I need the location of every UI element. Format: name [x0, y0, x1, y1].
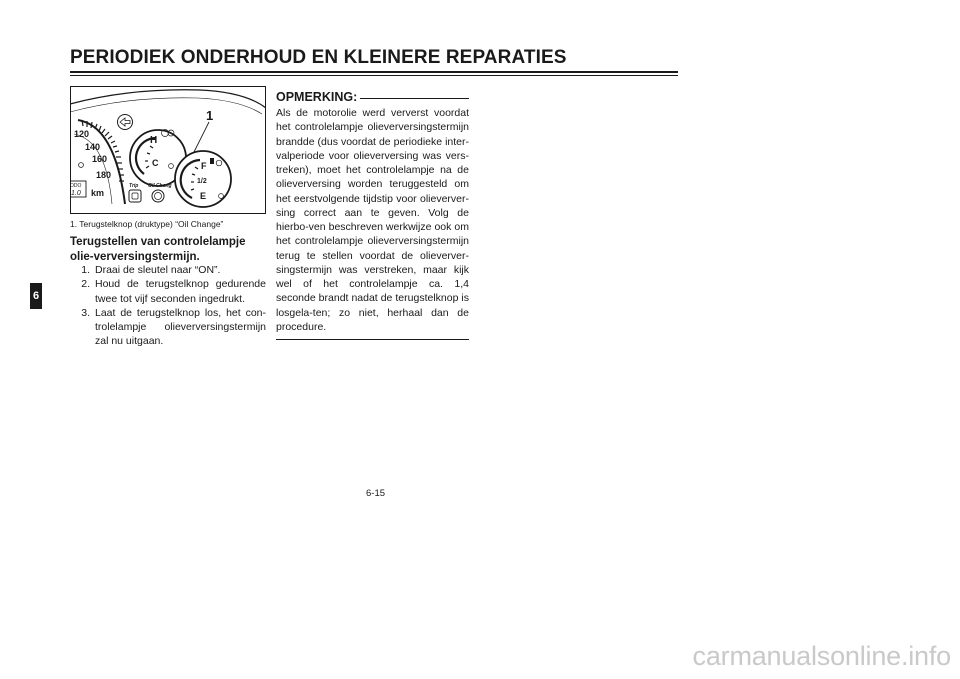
step-text: Laat de terugstelknop los, het con-trolelampje olieverversingstermijn zal nu uitgaan.: [95, 306, 266, 348]
unit-label: km: [91, 188, 105, 198]
speed-label-180: 180: [96, 170, 112, 180]
fuel-pump-icon: [210, 158, 214, 164]
speed-label-160: 160: [92, 154, 108, 164]
step-number: 1.: [81, 264, 90, 276]
temp-cold-label: C: [152, 158, 159, 168]
title-rule: [70, 71, 678, 73]
note-text: Als de motorolie werd ververst voordat het controlelampje olieverversingstermijn brandde (dus voordat de periodieke inter-valperiode voor olieverversing was vers-treken), moet het controlelampje na de olieverversing worden teruggesteld om het eerstvolgende tijdstip voor olieverver-sing correct aan te geven. Volg de hierbo-ven beschreven werkwijze ook om het controlelampje olieverversingstermijn terug te stellen voordat de olieverver-singstermijn was verstreken, maar kijk wel of het controlelampje ca. 1,4 seconde brandt nadat de terugstelknop is losgela-ten; zo niet, herhaal dan de procedure.: [276, 107, 469, 333]
speed-label-120: 120: [74, 129, 90, 139]
odometer-value: 1.0: [71, 190, 81, 197]
note-bottom-rule: [276, 339, 469, 340]
fuel-full-label: F: [201, 161, 207, 171]
figure-caption: 1. Terugstelknop (druktype) “Oil Change”: [70, 219, 224, 229]
step-number: 2.: [81, 278, 90, 291]
instrument-panel-illustration: [70, 86, 266, 214]
page-number: 6-15: [366, 488, 386, 499]
chapter-tab: 6: [30, 283, 42, 309]
note-box: [276, 90, 469, 340]
list-item: [70, 306, 266, 349]
list-item: [70, 263, 266, 277]
watermark: carmanualsonline.info: [692, 641, 951, 671]
title-rule-thin: [70, 75, 678, 76]
temp-hot-label: H: [150, 135, 158, 146]
speed-label-140: 140: [85, 142, 101, 152]
callout-number: 1: [206, 108, 214, 123]
list-item: [70, 277, 266, 306]
section-heading: Terugstellen van controlelampje olie-verversingstermijn.: [70, 236, 246, 263]
step-text: Draai de sleutel naar “ON”.: [95, 264, 221, 276]
page-title: PERIODIEK ONDERHOUD EN KLEINERE REPARATIES: [70, 47, 567, 68]
procedure-steps: [70, 263, 266, 349]
fuel-half-label: 1/2: [197, 178, 207, 185]
trip-label: Trip: [129, 183, 139, 189]
note-header: [276, 90, 469, 104]
fuel-empty-label: E: [200, 191, 207, 201]
note-label: OPMERKING:: [276, 90, 358, 104]
note-rule: [360, 98, 469, 99]
step-text: Houd de terugstelknop gedurende twee tot vijf seconden ingedrukt.: [95, 278, 266, 305]
odometer-label: ODO: [70, 183, 82, 189]
oil-change-label: Oil Chang: [148, 183, 172, 189]
step-number: 3.: [81, 306, 90, 319]
